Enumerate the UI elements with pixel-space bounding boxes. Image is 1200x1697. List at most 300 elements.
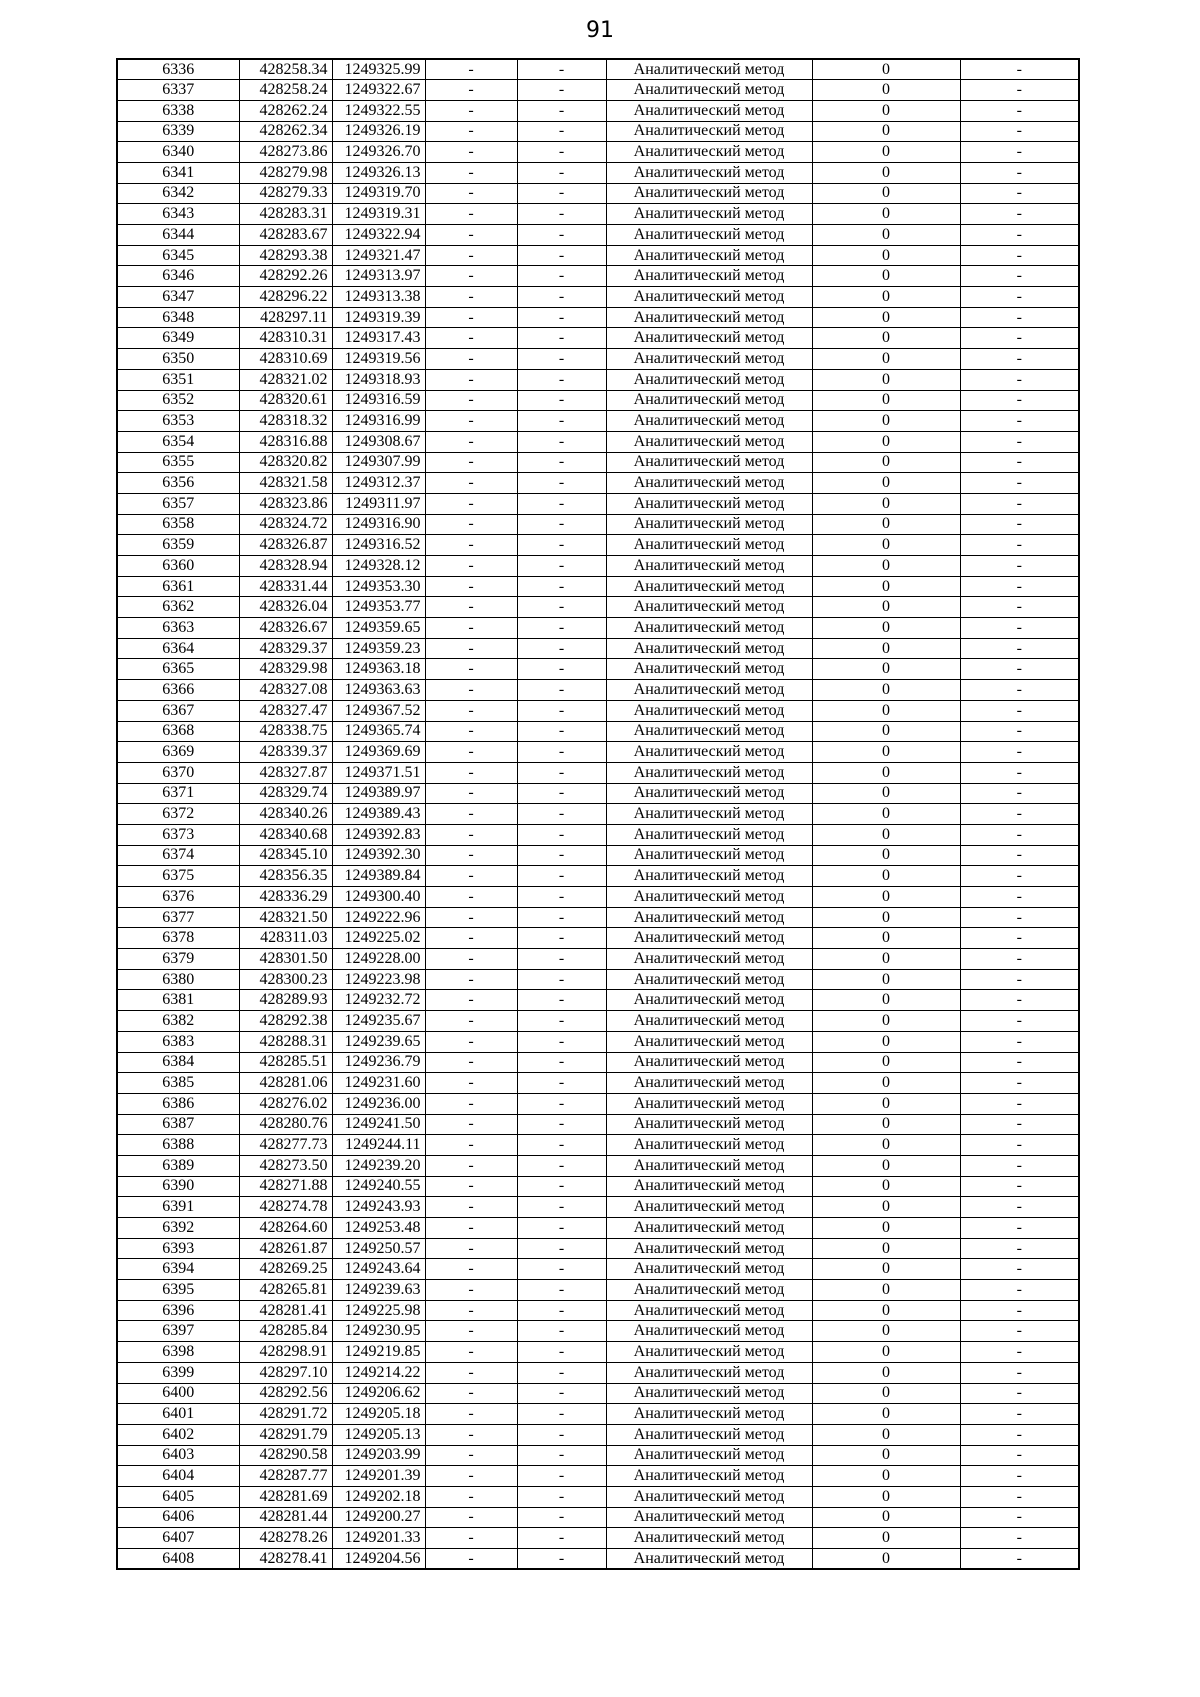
accuracy-cell: 0 bbox=[812, 1321, 960, 1342]
table-row bbox=[117, 1052, 1079, 1073]
x-coordinate-cell: 428276.02 bbox=[239, 1093, 332, 1114]
description-cell: - bbox=[960, 1300, 1079, 1321]
y-coordinate-cell: 1249231.60 bbox=[332, 1073, 425, 1094]
empty-cell-b: - bbox=[517, 514, 606, 535]
empty-cell-b: - bbox=[517, 183, 606, 204]
x-coordinate-cell: 428326.67 bbox=[239, 618, 332, 639]
table-row bbox=[117, 307, 1079, 328]
description-cell: - bbox=[960, 121, 1079, 142]
method-cell: Аналитический метод bbox=[606, 59, 812, 80]
empty-cell-a: - bbox=[425, 866, 517, 887]
description-cell: - bbox=[960, 804, 1079, 825]
accuracy-cell: 0 bbox=[812, 824, 960, 845]
method-cell: Аналитический метод bbox=[606, 762, 812, 783]
x-coordinate-cell: 428281.41 bbox=[239, 1300, 332, 1321]
point-number-cell: 6362 bbox=[117, 597, 239, 618]
description-cell: - bbox=[960, 907, 1079, 928]
empty-cell-a: - bbox=[425, 1197, 517, 1218]
point-number-cell: 6355 bbox=[117, 452, 239, 473]
table-row bbox=[117, 1404, 1079, 1425]
description-cell: - bbox=[960, 1218, 1079, 1239]
description-cell: - bbox=[960, 1362, 1079, 1383]
empty-cell-a: - bbox=[425, 1238, 517, 1259]
empty-cell-b: - bbox=[517, 142, 606, 163]
table-row bbox=[117, 1218, 1079, 1239]
x-coordinate-cell: 428328.94 bbox=[239, 556, 332, 577]
table-row bbox=[117, 1300, 1079, 1321]
description-cell: - bbox=[960, 700, 1079, 721]
point-number-cell: 6338 bbox=[117, 100, 239, 121]
empty-cell-a: - bbox=[425, 783, 517, 804]
x-coordinate-cell: 428287.77 bbox=[239, 1466, 332, 1487]
table-row bbox=[117, 328, 1079, 349]
method-cell: Аналитический метод bbox=[606, 473, 812, 494]
table-row bbox=[117, 1424, 1079, 1445]
empty-cell-a: - bbox=[425, 1031, 517, 1052]
accuracy-cell: 0 bbox=[812, 1176, 960, 1197]
x-coordinate-cell: 428281.06 bbox=[239, 1073, 332, 1094]
point-number-cell: 6343 bbox=[117, 204, 239, 225]
description-cell: - bbox=[960, 742, 1079, 763]
empty-cell-b: - bbox=[517, 121, 606, 142]
description-cell: - bbox=[960, 245, 1079, 266]
y-coordinate-cell: 1249204.56 bbox=[332, 1549, 425, 1570]
method-cell: Аналитический метод bbox=[606, 1466, 812, 1487]
table-row bbox=[117, 804, 1079, 825]
description-cell: - bbox=[960, 618, 1079, 639]
description-cell: - bbox=[960, 887, 1079, 908]
method-cell: Аналитический метод bbox=[606, 349, 812, 370]
point-number-cell: 6383 bbox=[117, 1031, 239, 1052]
y-coordinate-cell: 1249317.43 bbox=[332, 328, 425, 349]
point-number-cell: 6390 bbox=[117, 1176, 239, 1197]
empty-cell-b: - bbox=[517, 1135, 606, 1156]
accuracy-cell: 0 bbox=[812, 990, 960, 1011]
empty-cell-a: - bbox=[425, 659, 517, 680]
x-coordinate-cell: 428265.81 bbox=[239, 1280, 332, 1301]
method-cell: Аналитический метод bbox=[606, 1031, 812, 1052]
table-row bbox=[117, 1155, 1079, 1176]
x-coordinate-cell: 428279.98 bbox=[239, 162, 332, 183]
empty-cell-a: - bbox=[425, 1052, 517, 1073]
description-cell: - bbox=[960, 1507, 1079, 1528]
accuracy-cell: 0 bbox=[812, 721, 960, 742]
method-cell: Аналитический метод bbox=[606, 887, 812, 908]
empty-cell-b: - bbox=[517, 1073, 606, 1094]
y-coordinate-cell: 1249244.11 bbox=[332, 1135, 425, 1156]
point-number-cell: 6396 bbox=[117, 1300, 239, 1321]
table-row bbox=[117, 142, 1079, 163]
table-row bbox=[117, 431, 1079, 452]
method-cell: Аналитический метод bbox=[606, 680, 812, 701]
y-coordinate-cell: 1249312.37 bbox=[332, 473, 425, 494]
empty-cell-a: - bbox=[425, 411, 517, 432]
y-coordinate-cell: 1249369.69 bbox=[332, 742, 425, 763]
empty-cell-b: - bbox=[517, 1383, 606, 1404]
description-cell: - bbox=[960, 1011, 1079, 1032]
table-row bbox=[117, 287, 1079, 308]
y-coordinate-cell: 1249316.99 bbox=[332, 411, 425, 432]
empty-cell-b: - bbox=[517, 1052, 606, 1073]
point-number-cell: 6386 bbox=[117, 1093, 239, 1114]
empty-cell-a: - bbox=[425, 1466, 517, 1487]
empty-cell-b: - bbox=[517, 783, 606, 804]
empty-cell-b: - bbox=[517, 369, 606, 390]
table-row bbox=[117, 949, 1079, 970]
x-coordinate-cell: 428310.69 bbox=[239, 349, 332, 370]
table-row bbox=[117, 411, 1079, 432]
method-cell: Аналитический метод bbox=[606, 1093, 812, 1114]
empty-cell-b: - bbox=[517, 1114, 606, 1135]
x-coordinate-cell: 428331.44 bbox=[239, 576, 332, 597]
table-row bbox=[117, 493, 1079, 514]
y-coordinate-cell: 1249313.38 bbox=[332, 287, 425, 308]
method-cell: Аналитический метод bbox=[606, 225, 812, 246]
method-cell: Аналитический метод bbox=[606, 783, 812, 804]
point-number-cell: 6369 bbox=[117, 742, 239, 763]
empty-cell-b: - bbox=[517, 556, 606, 577]
accuracy-cell: 0 bbox=[812, 1528, 960, 1549]
empty-cell-a: - bbox=[425, 80, 517, 101]
method-cell: Аналитический метод bbox=[606, 328, 812, 349]
table-row bbox=[117, 1342, 1079, 1363]
x-coordinate-cell: 428310.31 bbox=[239, 328, 332, 349]
empty-cell-a: - bbox=[425, 307, 517, 328]
y-coordinate-cell: 1249367.52 bbox=[332, 700, 425, 721]
method-cell: Аналитический метод bbox=[606, 597, 812, 618]
accuracy-cell: 0 bbox=[812, 1031, 960, 1052]
table-row bbox=[117, 638, 1079, 659]
x-coordinate-cell: 428279.33 bbox=[239, 183, 332, 204]
empty-cell-b: - bbox=[517, 887, 606, 908]
point-number-cell: 6340 bbox=[117, 142, 239, 163]
empty-cell-b: - bbox=[517, 1300, 606, 1321]
point-number-cell: 6360 bbox=[117, 556, 239, 577]
y-coordinate-cell: 1249240.55 bbox=[332, 1176, 425, 1197]
point-number-cell: 6388 bbox=[117, 1135, 239, 1156]
accuracy-cell: 0 bbox=[812, 266, 960, 287]
x-coordinate-cell: 428321.02 bbox=[239, 369, 332, 390]
x-coordinate-cell: 428291.72 bbox=[239, 1404, 332, 1425]
accuracy-cell: 0 bbox=[812, 1342, 960, 1363]
description-cell: - bbox=[960, 287, 1079, 308]
description-cell: - bbox=[960, 1031, 1079, 1052]
point-number-cell: 6391 bbox=[117, 1197, 239, 1218]
accuracy-cell: 0 bbox=[812, 969, 960, 990]
accuracy-cell: 0 bbox=[812, 1445, 960, 1466]
description-cell: - bbox=[960, 1404, 1079, 1425]
method-cell: Аналитический метод bbox=[606, 1486, 812, 1507]
empty-cell-b: - bbox=[517, 390, 606, 411]
method-cell: Аналитический метод bbox=[606, 1424, 812, 1445]
empty-cell-b: - bbox=[517, 1197, 606, 1218]
description-cell: - bbox=[960, 638, 1079, 659]
y-coordinate-cell: 1249219.85 bbox=[332, 1342, 425, 1363]
method-cell: Аналитический метод bbox=[606, 618, 812, 639]
table-row bbox=[117, 700, 1079, 721]
empty-cell-b: - bbox=[517, 535, 606, 556]
point-number-cell: 6406 bbox=[117, 1507, 239, 1528]
accuracy-cell: 0 bbox=[812, 1011, 960, 1032]
y-coordinate-cell: 1249319.56 bbox=[332, 349, 425, 370]
empty-cell-a: - bbox=[425, 1073, 517, 1094]
empty-cell-b: - bbox=[517, 1218, 606, 1239]
method-cell: Аналитический метод bbox=[606, 204, 812, 225]
method-cell: Аналитический метод bbox=[606, 183, 812, 204]
table-row bbox=[117, 576, 1079, 597]
table-row bbox=[117, 225, 1079, 246]
method-cell: Аналитический метод bbox=[606, 1114, 812, 1135]
table-row bbox=[117, 680, 1079, 701]
point-number-cell: 6341 bbox=[117, 162, 239, 183]
x-coordinate-cell: 428258.24 bbox=[239, 80, 332, 101]
description-cell: - bbox=[960, 1528, 1079, 1549]
method-cell: Аналитический метод bbox=[606, 287, 812, 308]
accuracy-cell: 0 bbox=[812, 638, 960, 659]
method-cell: Аналитический метод bbox=[606, 1176, 812, 1197]
point-number-cell: 6351 bbox=[117, 369, 239, 390]
method-cell: Аналитический метод bbox=[606, 1549, 812, 1570]
description-cell: - bbox=[960, 1052, 1079, 1073]
table-row bbox=[117, 1445, 1079, 1466]
empty-cell-b: - bbox=[517, 762, 606, 783]
point-number-cell: 6367 bbox=[117, 700, 239, 721]
y-coordinate-cell: 1249203.99 bbox=[332, 1445, 425, 1466]
method-cell: Аналитический метод bbox=[606, 1362, 812, 1383]
x-coordinate-cell: 428329.74 bbox=[239, 783, 332, 804]
empty-cell-a: - bbox=[425, 597, 517, 618]
empty-cell-a: - bbox=[425, 100, 517, 121]
empty-cell-b: - bbox=[517, 1259, 606, 1280]
description-cell: - bbox=[960, 349, 1079, 370]
empty-cell-b: - bbox=[517, 266, 606, 287]
x-coordinate-cell: 428321.58 bbox=[239, 473, 332, 494]
empty-cell-a: - bbox=[425, 1424, 517, 1445]
x-coordinate-cell: 428262.24 bbox=[239, 100, 332, 121]
description-cell: - bbox=[960, 1466, 1079, 1487]
table-row bbox=[117, 266, 1079, 287]
description-cell: - bbox=[960, 369, 1079, 390]
x-coordinate-cell: 428327.87 bbox=[239, 762, 332, 783]
empty-cell-a: - bbox=[425, 1342, 517, 1363]
method-cell: Аналитический метод bbox=[606, 742, 812, 763]
accuracy-cell: 0 bbox=[812, 804, 960, 825]
empty-cell-a: - bbox=[425, 1300, 517, 1321]
point-number-cell: 6374 bbox=[117, 845, 239, 866]
x-coordinate-cell: 428318.32 bbox=[239, 411, 332, 432]
empty-cell-a: - bbox=[425, 514, 517, 535]
empty-cell-a: - bbox=[425, 287, 517, 308]
point-number-cell: 6384 bbox=[117, 1052, 239, 1073]
table-row bbox=[117, 245, 1079, 266]
x-coordinate-cell: 428296.22 bbox=[239, 287, 332, 308]
empty-cell-b: - bbox=[517, 721, 606, 742]
description-cell: - bbox=[960, 59, 1079, 80]
description-cell: - bbox=[960, 1073, 1079, 1094]
method-cell: Аналитический метод bbox=[606, 1197, 812, 1218]
empty-cell-b: - bbox=[517, 493, 606, 514]
description-cell: - bbox=[960, 266, 1079, 287]
empty-cell-a: - bbox=[425, 452, 517, 473]
table-row bbox=[117, 721, 1079, 742]
accuracy-cell: 0 bbox=[812, 59, 960, 80]
point-number-cell: 6356 bbox=[117, 473, 239, 494]
method-cell: Аналитический метод bbox=[606, 804, 812, 825]
table-row bbox=[117, 1093, 1079, 1114]
table-row bbox=[117, 1011, 1079, 1032]
description-cell: - bbox=[960, 100, 1079, 121]
y-coordinate-cell: 1249328.12 bbox=[332, 556, 425, 577]
y-coordinate-cell: 1249201.39 bbox=[332, 1466, 425, 1487]
x-coordinate-cell: 428274.78 bbox=[239, 1197, 332, 1218]
table-row bbox=[117, 1031, 1079, 1052]
empty-cell-a: - bbox=[425, 142, 517, 163]
empty-cell-a: - bbox=[425, 949, 517, 970]
empty-cell-a: - bbox=[425, 266, 517, 287]
x-coordinate-cell: 428258.34 bbox=[239, 59, 332, 80]
coordinates-table-body bbox=[117, 59, 1079, 1569]
empty-cell-b: - bbox=[517, 1280, 606, 1301]
table-row bbox=[117, 1528, 1079, 1549]
y-coordinate-cell: 1249235.67 bbox=[332, 1011, 425, 1032]
empty-cell-b: - bbox=[517, 328, 606, 349]
empty-cell-b: - bbox=[517, 700, 606, 721]
description-cell: - bbox=[960, 1342, 1079, 1363]
accuracy-cell: 0 bbox=[812, 535, 960, 556]
empty-cell-a: - bbox=[425, 700, 517, 721]
x-coordinate-cell: 428297.11 bbox=[239, 307, 332, 328]
table-row bbox=[117, 907, 1079, 928]
empty-cell-b: - bbox=[517, 824, 606, 845]
empty-cell-b: - bbox=[517, 1155, 606, 1176]
accuracy-cell: 0 bbox=[812, 1114, 960, 1135]
x-coordinate-cell: 428324.72 bbox=[239, 514, 332, 535]
x-coordinate-cell: 428292.26 bbox=[239, 266, 332, 287]
point-number-cell: 6399 bbox=[117, 1362, 239, 1383]
empty-cell-b: - bbox=[517, 638, 606, 659]
description-cell: - bbox=[960, 307, 1079, 328]
y-coordinate-cell: 1249230.95 bbox=[332, 1321, 425, 1342]
y-coordinate-cell: 1249239.63 bbox=[332, 1280, 425, 1301]
empty-cell-a: - bbox=[425, 1486, 517, 1507]
table-row bbox=[117, 473, 1079, 494]
point-number-cell: 6398 bbox=[117, 1342, 239, 1363]
description-cell: - bbox=[960, 1424, 1079, 1445]
empty-cell-a: - bbox=[425, 183, 517, 204]
description-cell: - bbox=[960, 866, 1079, 887]
point-number-cell: 6366 bbox=[117, 680, 239, 701]
method-cell: Аналитический метод bbox=[606, 1073, 812, 1094]
method-cell: Аналитический метод bbox=[606, 266, 812, 287]
point-number-cell: 6403 bbox=[117, 1445, 239, 1466]
accuracy-cell: 0 bbox=[812, 514, 960, 535]
x-coordinate-cell: 428320.61 bbox=[239, 390, 332, 411]
x-coordinate-cell: 428326.87 bbox=[239, 535, 332, 556]
x-coordinate-cell: 428329.37 bbox=[239, 638, 332, 659]
accuracy-cell: 0 bbox=[812, 1486, 960, 1507]
empty-cell-b: - bbox=[517, 680, 606, 701]
x-coordinate-cell: 428290.58 bbox=[239, 1445, 332, 1466]
point-number-cell: 6364 bbox=[117, 638, 239, 659]
x-coordinate-cell: 428273.86 bbox=[239, 142, 332, 163]
empty-cell-a: - bbox=[425, 369, 517, 390]
method-cell: Аналитический метод bbox=[606, 100, 812, 121]
empty-cell-a: - bbox=[425, 162, 517, 183]
empty-cell-b: - bbox=[517, 845, 606, 866]
empty-cell-b: - bbox=[517, 431, 606, 452]
y-coordinate-cell: 1249236.00 bbox=[332, 1093, 425, 1114]
accuracy-cell: 0 bbox=[812, 700, 960, 721]
empty-cell-a: - bbox=[425, 204, 517, 225]
y-coordinate-cell: 1249322.94 bbox=[332, 225, 425, 246]
empty-cell-b: - bbox=[517, 1093, 606, 1114]
accuracy-cell: 0 bbox=[812, 225, 960, 246]
description-cell: - bbox=[960, 1093, 1079, 1114]
accuracy-cell: 0 bbox=[812, 452, 960, 473]
empty-cell-b: - bbox=[517, 80, 606, 101]
empty-cell-a: - bbox=[425, 1383, 517, 1404]
x-coordinate-cell: 428273.50 bbox=[239, 1155, 332, 1176]
y-coordinate-cell: 1249250.57 bbox=[332, 1238, 425, 1259]
x-coordinate-cell: 428345.10 bbox=[239, 845, 332, 866]
accuracy-cell: 0 bbox=[812, 431, 960, 452]
point-number-cell: 6349 bbox=[117, 328, 239, 349]
description-cell: - bbox=[960, 576, 1079, 597]
y-coordinate-cell: 1249200.27 bbox=[332, 1507, 425, 1528]
y-coordinate-cell: 1249201.33 bbox=[332, 1528, 425, 1549]
table-row bbox=[117, 204, 1079, 225]
y-coordinate-cell: 1249300.40 bbox=[332, 887, 425, 908]
empty-cell-a: - bbox=[425, 1362, 517, 1383]
empty-cell-b: - bbox=[517, 162, 606, 183]
empty-cell-b: - bbox=[517, 742, 606, 763]
point-number-cell: 6375 bbox=[117, 866, 239, 887]
accuracy-cell: 0 bbox=[812, 204, 960, 225]
empty-cell-b: - bbox=[517, 452, 606, 473]
accuracy-cell: 0 bbox=[812, 1052, 960, 1073]
accuracy-cell: 0 bbox=[812, 618, 960, 639]
accuracy-cell: 0 bbox=[812, 1280, 960, 1301]
table-row bbox=[117, 866, 1079, 887]
point-number-cell: 6380 bbox=[117, 969, 239, 990]
description-cell: - bbox=[960, 824, 1079, 845]
table-row bbox=[117, 1176, 1079, 1197]
empty-cell-b: - bbox=[517, 100, 606, 121]
y-coordinate-cell: 1249239.20 bbox=[332, 1155, 425, 1176]
description-cell: - bbox=[960, 928, 1079, 949]
point-number-cell: 6408 bbox=[117, 1549, 239, 1570]
y-coordinate-cell: 1249236.79 bbox=[332, 1052, 425, 1073]
empty-cell-b: - bbox=[517, 1176, 606, 1197]
empty-cell-a: - bbox=[425, 1011, 517, 1032]
accuracy-cell: 0 bbox=[812, 349, 960, 370]
method-cell: Аналитический метод bbox=[606, 969, 812, 990]
y-coordinate-cell: 1249326.19 bbox=[332, 121, 425, 142]
method-cell: Аналитический метод bbox=[606, 576, 812, 597]
method-cell: Аналитический метод bbox=[606, 245, 812, 266]
y-coordinate-cell: 1249326.70 bbox=[332, 142, 425, 163]
point-number-cell: 6342 bbox=[117, 183, 239, 204]
x-coordinate-cell: 428297.10 bbox=[239, 1362, 332, 1383]
accuracy-cell: 0 bbox=[812, 1424, 960, 1445]
y-coordinate-cell: 1249228.00 bbox=[332, 949, 425, 970]
empty-cell-a: - bbox=[425, 1259, 517, 1280]
accuracy-cell: 0 bbox=[812, 245, 960, 266]
empty-cell-a: - bbox=[425, 928, 517, 949]
x-coordinate-cell: 428285.51 bbox=[239, 1052, 332, 1073]
table-row bbox=[117, 1321, 1079, 1342]
description-cell: - bbox=[960, 762, 1079, 783]
